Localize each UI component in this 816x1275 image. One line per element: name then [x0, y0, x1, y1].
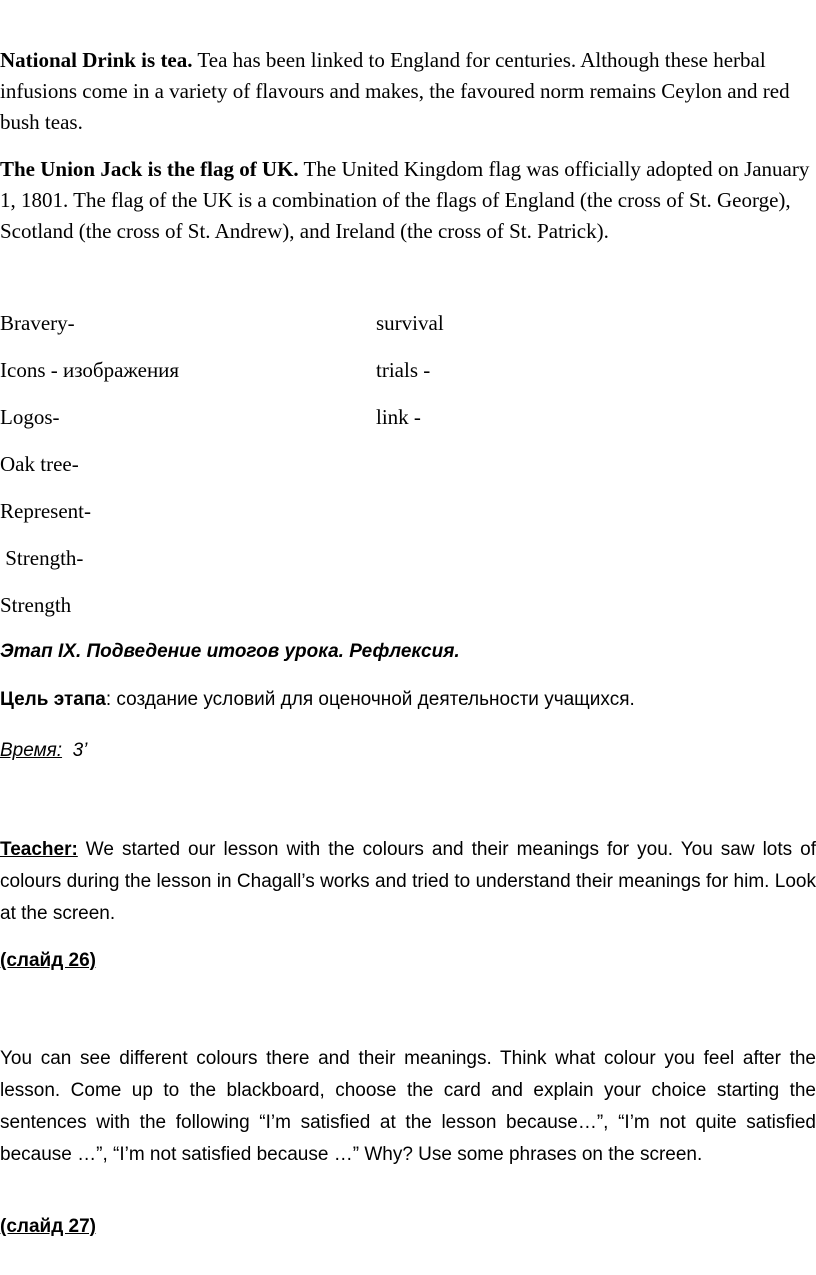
vocab-row: [0, 402, 816, 432]
paragraph-heading: National Drink is tea.: [0, 48, 193, 72]
teacher-label: Teacher:: [0, 839, 78, 860]
vocab-word: Oak tree-: [0, 452, 79, 476]
stage-goal: [0, 689, 816, 711]
vocab-row: [0, 543, 816, 573]
vocab-word: Bravery-: [0, 311, 75, 335]
teacher-text: We started our lesson with the colours and their meanings for you. You saw lots of colours during the lesson in Chagall’s works and tried to understand their meanings for him. Look at the screen.: [0, 839, 816, 924]
paragraph-body: Tea has been linked to England for centuries. Although these herbal infusions come in a variety of flavours and makes, the favoured norm remains Ceylon and red bush teas.: [0, 48, 790, 134]
vocab-word: link -: [376, 405, 421, 429]
time-value: 3’: [62, 740, 88, 761]
stage-time: [0, 740, 816, 762]
paragraph-heading: The Union Jack is the flag of UK.: [0, 157, 299, 181]
vocab-word: Represent-: [0, 499, 91, 523]
vocab-word: Icons - изображения: [0, 358, 180, 382]
stage-title: Этап IX. Подведение итогов урока. Рефлексия.: [0, 641, 460, 662]
paragraph-body: The United Kingdom flag was officially adopted on January 1, 1801. The flag of the UK is a combination of the flags of England (the cross of St. George), Scotland (the cross of St. Andrew), and Ireland (the cross of St. Patrick).: [0, 157, 810, 243]
instructions-paragraph: You can see different colours there and their meanings. Think what colour you feel after the lesson. Come up to the blackboard, choose the card and explain your choice starting the sentences with the following “I’m satisfied at the lesson because…”, “I’m not quite satisfied because …”, “I’m not satisfied because …” Why? Use some phrases on the screen.: [0, 1048, 816, 1165]
goal-text: : создание условий для оценочной деятельности учащихся.: [105, 689, 635, 710]
slide-reference: (слайд 26): [0, 950, 97, 971]
slide-reference: (слайд 27): [0, 1216, 97, 1237]
vocab-row: [0, 449, 816, 479]
paragraph-union-jack: [0, 154, 816, 247]
vocab-row: [0, 355, 816, 385]
vocab-row: [0, 496, 816, 526]
teacher-paragraph: [0, 834, 816, 930]
vocab-row: [0, 308, 816, 338]
vocab-word: survival: [376, 311, 444, 335]
time-label: Время:: [0, 740, 63, 761]
paragraph-national-drink: [0, 45, 816, 138]
vocab-row: [0, 590, 816, 620]
vocab-word: trials -: [376, 358, 431, 382]
vocab-word: Strength: [0, 593, 72, 617]
vocab-word: Strength-: [0, 546, 84, 570]
goal-label: Цель этапа: [0, 689, 106, 710]
vocab-word: Logos-: [0, 405, 60, 429]
